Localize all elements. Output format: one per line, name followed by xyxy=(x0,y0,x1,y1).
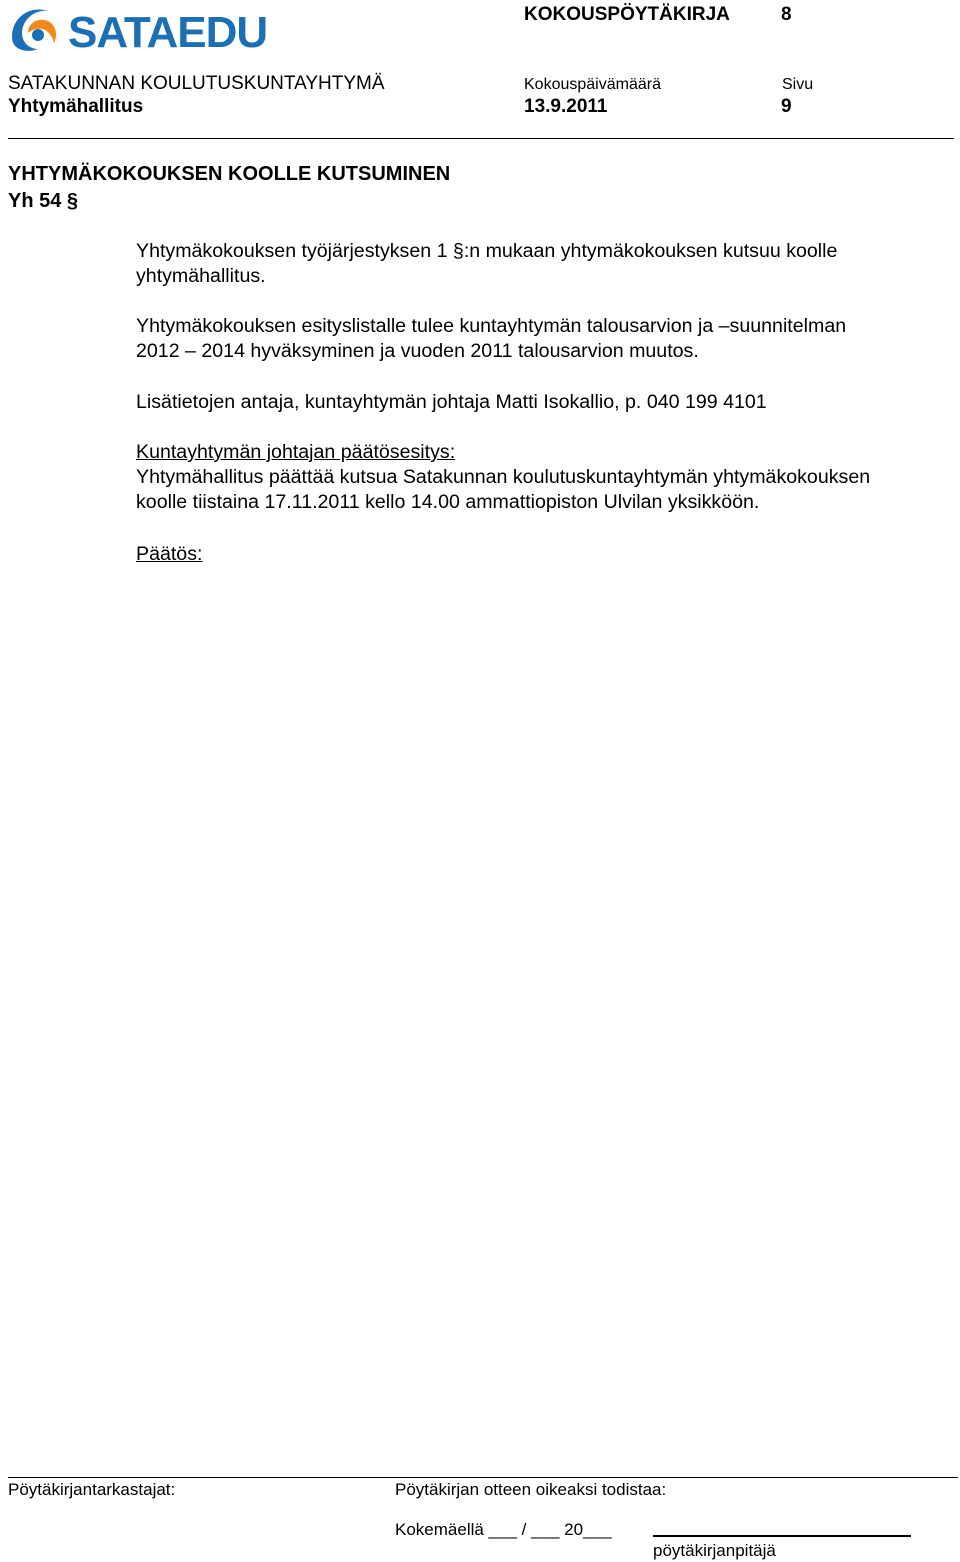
paragraph-agenda xyxy=(136,314,956,364)
page-label: Sivu xyxy=(782,76,814,93)
secretary-label: pöytäkirjanpitäjä xyxy=(653,1541,776,1560)
paragraph-line: Yhtymähallitus päättää kutsua Satakunnan koulutuskuntayhtymän yhtymäkokouksen xyxy=(136,466,871,488)
logo-wordmark: SATAEDU xyxy=(68,8,268,57)
proposal-block xyxy=(136,440,956,515)
item-title: YHTYMÄKOKOUKSEN KOOLLE KUTSUMINEN xyxy=(8,163,451,185)
place-date: Kokemäellä ___ / ___ 20___ xyxy=(395,1520,612,1539)
paragraph-line: koolle tiistaina 17.11.2011 kello 14.00 ammattiopiston Ulvilan yksikköön. xyxy=(136,491,760,513)
sataedu-logo xyxy=(6,3,268,61)
sataedu-logo-icon xyxy=(6,3,64,61)
paragraph-convening xyxy=(136,239,956,289)
proposal-heading: Kuntayhtymän johtajan päätösesitys: xyxy=(136,441,456,463)
governing-body: Yhtymähallitus xyxy=(8,96,144,117)
paragraph-line: Yhtymäkokouksen työjärjestyksen 1 §:n mukaan yhtymäkokouksen kutsuu koolle xyxy=(136,240,838,262)
decision-heading: Päätös: xyxy=(136,543,203,565)
paragraph-contact: Lisätietojen antaja, kuntayhtymän johtaja Matti Isokallio, p. 040 199 4101 xyxy=(136,391,767,413)
page-total: 8 xyxy=(781,4,792,25)
signature-line xyxy=(653,1535,911,1537)
meeting-date-label: Kokouspäivämäärä xyxy=(524,76,661,93)
meeting-date: 13.9.2011 xyxy=(524,96,608,117)
header-divider xyxy=(8,138,954,139)
document-type: KOKOUSPÖYTÄKIRJA xyxy=(524,4,730,25)
item-section: Yh 54 § xyxy=(8,190,79,212)
reviewers-label: Pöytäkirjantarkastajat: xyxy=(8,1480,176,1499)
paragraph-line: 2012 – 2014 hyväksyminen ja vuoden 2011 talousarvion muutos. xyxy=(136,340,699,362)
certify-label: Pöytäkirjan otteen oikeaksi todistaa: xyxy=(395,1480,667,1499)
page-number: 9 xyxy=(781,96,792,117)
paragraph-line: yhtymähallitus. xyxy=(136,265,266,287)
paragraph-line: Yhtymäkokouksen esityslistalle tulee kuntayhtymän talousarvion ja –suunnitelman xyxy=(136,315,847,337)
organization-name: SATAKUNNAN KOULUTUSKUNTAYHTYMÄ xyxy=(8,73,385,94)
footer-divider xyxy=(8,1477,958,1478)
